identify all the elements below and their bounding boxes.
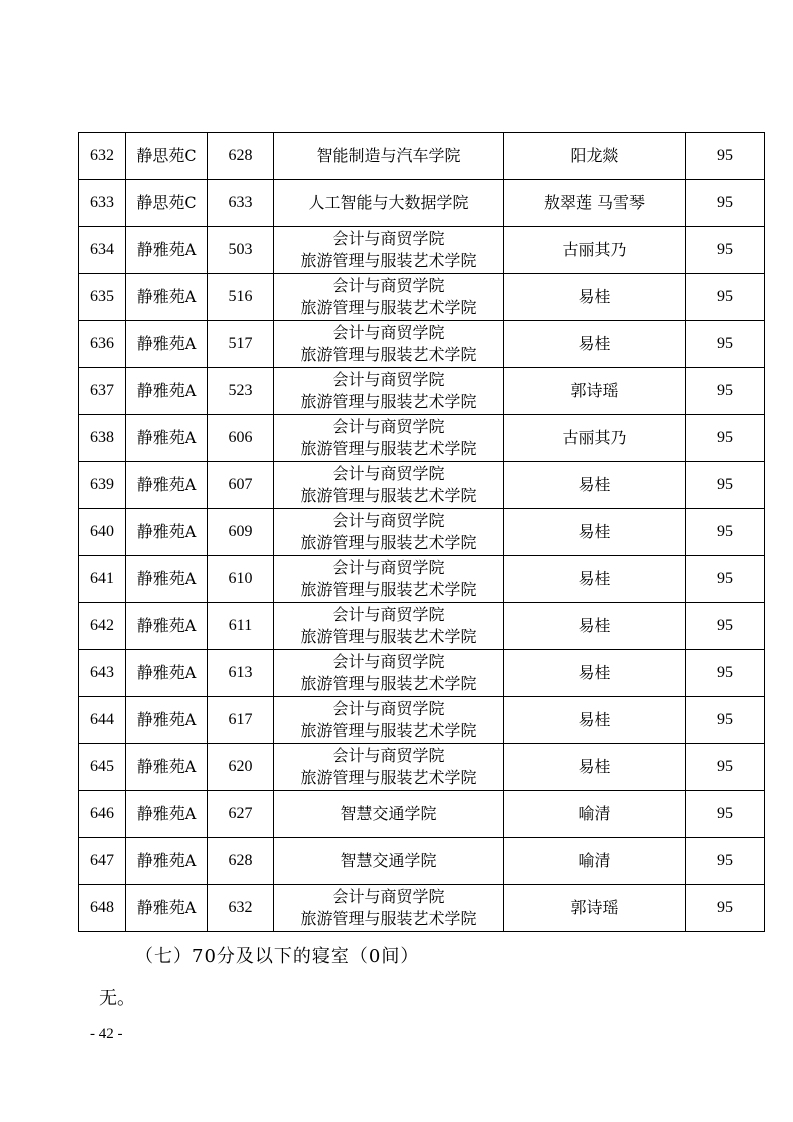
college-cell	[274, 650, 504, 697]
room-cell: 633	[208, 180, 274, 227]
college-cell	[274, 462, 504, 509]
table-row	[79, 791, 765, 838]
room-cell: 607	[208, 462, 274, 509]
college-cell	[274, 885, 504, 932]
section-note: 无。	[99, 988, 135, 1009]
room-cell: 606	[208, 415, 274, 462]
college-name: 会计与商贸学院	[332, 652, 445, 671]
college-cell	[274, 697, 504, 744]
college-cell	[274, 274, 504, 321]
college-name: 旅游管理与服装艺术学院	[300, 580, 477, 599]
table-row	[79, 133, 765, 180]
college-name: 会计与商贸学院	[332, 464, 445, 483]
table-row	[79, 227, 765, 274]
row-number-cell: 635	[79, 274, 126, 321]
college-name: 智能制造与汽车学院	[316, 146, 461, 165]
table-row	[79, 415, 765, 462]
college-cell	[274, 368, 504, 415]
room-cell: 613	[208, 650, 274, 697]
advisor-cell: 郭诗瑶	[504, 368, 686, 415]
college-name: 旅游管理与服装艺术学院	[300, 251, 477, 270]
building-cell: 静雅苑A	[126, 838, 208, 885]
advisor-cell: 易桂	[504, 697, 686, 744]
advisor-cell: 易桂	[504, 556, 686, 603]
building-cell: 静雅苑A	[126, 462, 208, 509]
advisor-cell: 易桂	[504, 509, 686, 556]
row-number-cell: 638	[79, 415, 126, 462]
row-number-cell: 644	[79, 697, 126, 744]
row-number-cell: 642	[79, 603, 126, 650]
college-cell	[274, 744, 504, 791]
building-cell: 静雅苑A	[126, 415, 208, 462]
college-name: 旅游管理与服装艺术学院	[300, 439, 477, 458]
college-name: 会计与商贸学院	[332, 746, 445, 765]
table-row	[79, 556, 765, 603]
table-row	[79, 744, 765, 791]
room-cell: 628	[208, 838, 274, 885]
score-cell: 95	[686, 227, 765, 274]
room-cell: 517	[208, 321, 274, 368]
score-cell: 95	[686, 368, 765, 415]
advisor-cell: 郭诗瑶	[504, 885, 686, 932]
advisor-cell: 喻清	[504, 791, 686, 838]
table-row	[79, 274, 765, 321]
score-cell: 95	[686, 180, 765, 227]
row-number-cell: 636	[79, 321, 126, 368]
building-cell: 静思苑C	[126, 180, 208, 227]
table-row	[79, 180, 765, 227]
college-name: 会计与商贸学院	[332, 605, 445, 624]
building-cell: 静雅苑A	[126, 227, 208, 274]
row-number-cell: 646	[79, 791, 126, 838]
score-cell: 95	[686, 556, 765, 603]
row-number-cell: 647	[79, 838, 126, 885]
advisor-cell: 古丽其乃	[504, 415, 686, 462]
college-name: 旅游管理与服装艺术学院	[300, 674, 477, 693]
college-cell	[274, 133, 504, 180]
college-name: 会计与商贸学院	[332, 699, 445, 718]
table-row	[79, 650, 765, 697]
building-cell: 静雅苑A	[126, 509, 208, 556]
college-name: 旅游管理与服装艺术学院	[300, 345, 477, 364]
college-cell	[274, 791, 504, 838]
advisor-cell: 易桂	[504, 462, 686, 509]
score-cell: 95	[686, 509, 765, 556]
building-cell: 静雅苑A	[126, 274, 208, 321]
score-cell: 95	[686, 650, 765, 697]
building-cell: 静雅苑A	[126, 744, 208, 791]
score-cell: 95	[686, 321, 765, 368]
advisor-cell: 阳龙燚	[504, 133, 686, 180]
college-name: 会计与商贸学院	[332, 229, 445, 248]
table-body	[79, 133, 765, 932]
room-cell: 516	[208, 274, 274, 321]
room-cell: 611	[208, 603, 274, 650]
college-name: 会计与商贸学院	[332, 887, 445, 906]
row-number-cell: 643	[79, 650, 126, 697]
advisor-cell: 易桂	[504, 744, 686, 791]
college-name: 会计与商贸学院	[332, 511, 445, 530]
advisor-cell: 易桂	[504, 650, 686, 697]
college-cell	[274, 321, 504, 368]
table-row	[79, 697, 765, 744]
college-name: 会计与商贸学院	[332, 417, 445, 436]
building-cell: 静雅苑A	[126, 650, 208, 697]
college-cell	[274, 415, 504, 462]
score-cell: 95	[686, 415, 765, 462]
room-cell: 617	[208, 697, 274, 744]
college-name: 旅游管理与服装艺术学院	[300, 486, 477, 505]
advisor-cell: 喻清	[504, 838, 686, 885]
section-heading: （七）70分及以下的寝室（0间）	[135, 946, 420, 967]
college-cell	[274, 556, 504, 603]
table-row	[79, 321, 765, 368]
row-number-cell: 639	[79, 462, 126, 509]
building-cell: 静雅苑A	[126, 556, 208, 603]
room-cell: 523	[208, 368, 274, 415]
row-number-cell: 640	[79, 509, 126, 556]
row-number-cell: 634	[79, 227, 126, 274]
row-number-cell: 632	[79, 133, 126, 180]
room-cell: 627	[208, 791, 274, 838]
advisor-cell: 易桂	[504, 274, 686, 321]
building-cell: 静雅苑A	[126, 603, 208, 650]
advisor-cell: 易桂	[504, 603, 686, 650]
building-cell: 静雅苑A	[126, 321, 208, 368]
college-name: 会计与商贸学院	[332, 323, 445, 342]
college-name: 旅游管理与服装艺术学院	[300, 627, 477, 646]
college-cell	[274, 838, 504, 885]
room-cell: 503	[208, 227, 274, 274]
room-cell: 632	[208, 885, 274, 932]
building-cell: 静思苑C	[126, 133, 208, 180]
college-name: 旅游管理与服装艺术学院	[300, 909, 477, 928]
college-name: 会计与商贸学院	[332, 558, 445, 577]
score-cell: 95	[686, 885, 765, 932]
college-name: 旅游管理与服装艺术学院	[300, 392, 477, 411]
score-cell: 95	[686, 838, 765, 885]
room-cell: 628	[208, 133, 274, 180]
college-name: 智慧交通学院	[340, 804, 437, 823]
college-name: 旅游管理与服装艺术学院	[300, 298, 477, 317]
college-cell	[274, 509, 504, 556]
row-number-cell: 633	[79, 180, 126, 227]
college-name: 人工智能与大数据学院	[308, 193, 469, 212]
college-name: 智慧交通学院	[340, 851, 437, 870]
score-cell: 95	[686, 133, 765, 180]
advisor-cell: 敖翠莲 马雪琴	[504, 180, 686, 227]
college-name: 旅游管理与服装艺术学院	[300, 768, 477, 787]
table-row	[79, 368, 765, 415]
college-cell	[274, 227, 504, 274]
row-number-cell: 645	[79, 744, 126, 791]
room-cell: 620	[208, 744, 274, 791]
score-cell: 95	[686, 791, 765, 838]
advisor-cell: 易桂	[504, 321, 686, 368]
row-number-cell: 637	[79, 368, 126, 415]
building-cell: 静雅苑A	[126, 885, 208, 932]
score-cell: 95	[686, 603, 765, 650]
table-row	[79, 838, 765, 885]
college-cell	[274, 603, 504, 650]
room-cell: 610	[208, 556, 274, 603]
table-row	[79, 603, 765, 650]
building-cell: 静雅苑A	[126, 697, 208, 744]
college-name: 会计与商贸学院	[332, 370, 445, 389]
table-row	[79, 885, 765, 932]
building-cell: 静雅苑A	[126, 368, 208, 415]
college-name: 旅游管理与服装艺术学院	[300, 721, 477, 740]
page-number: - 42 -	[90, 1026, 123, 1042]
score-cell: 95	[686, 274, 765, 321]
building-cell: 静雅苑A	[126, 791, 208, 838]
advisor-cell: 古丽其乃	[504, 227, 686, 274]
college-name: 旅游管理与服装艺术学院	[300, 533, 477, 552]
table-row	[79, 509, 765, 556]
table-row	[79, 462, 765, 509]
score-cell: 95	[686, 744, 765, 791]
score-cell: 95	[686, 697, 765, 744]
row-number-cell: 648	[79, 885, 126, 932]
college-name: 会计与商贸学院	[332, 276, 445, 295]
dormitory-score-table	[78, 132, 765, 932]
row-number-cell: 641	[79, 556, 126, 603]
score-cell: 95	[686, 462, 765, 509]
college-cell	[274, 180, 504, 227]
room-cell: 609	[208, 509, 274, 556]
